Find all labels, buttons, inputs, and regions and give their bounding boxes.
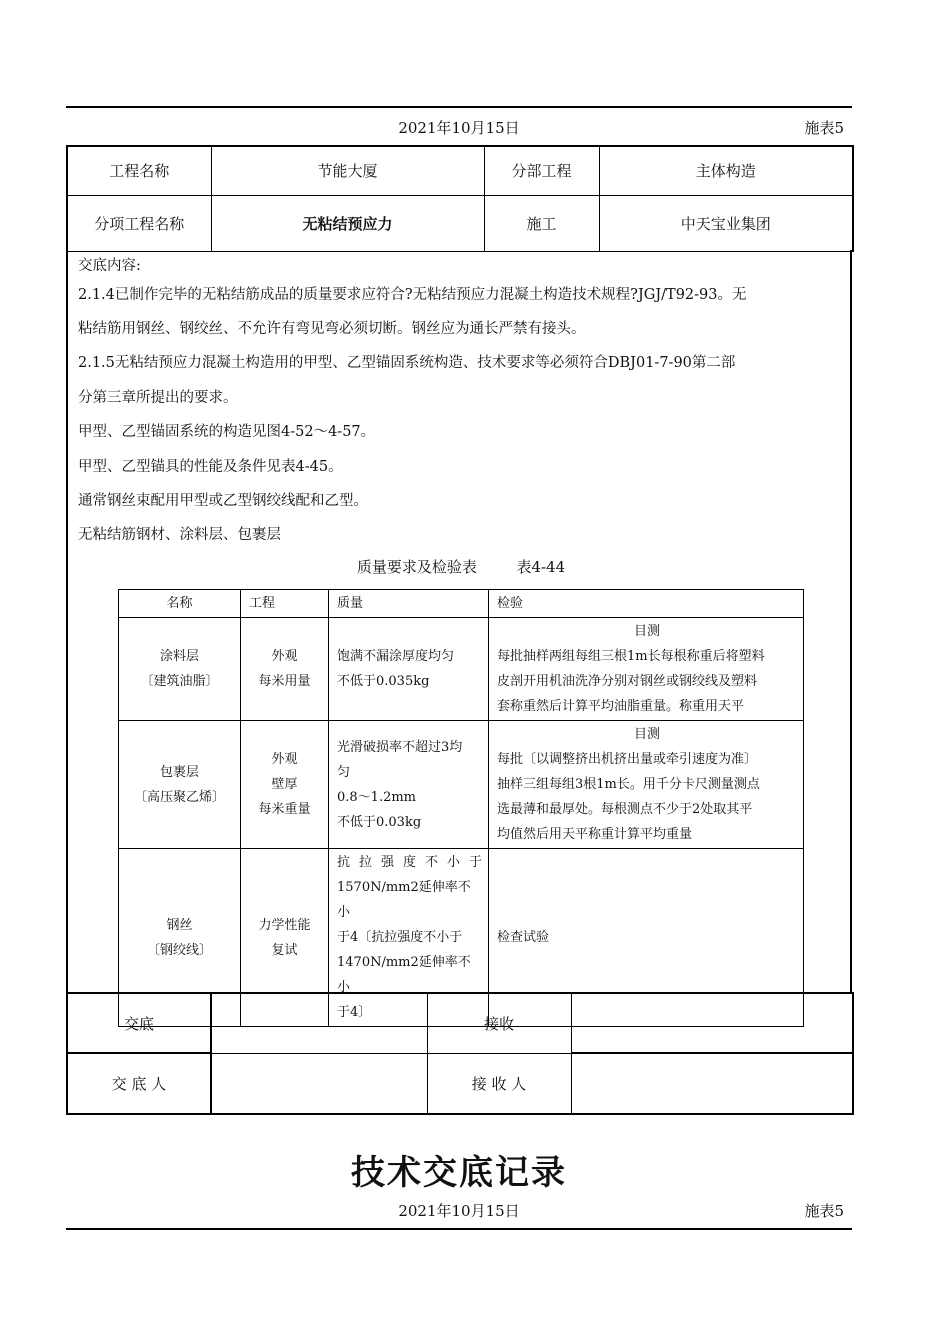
row-name: 包裹层 〔高压聚乙烯〕 [119,721,241,849]
content-box [66,250,852,1020]
row-name: 钢丝 〔钢绞线〕 [119,849,241,1027]
handover-label: 交底 [67,993,211,1053]
table-row [119,721,804,849]
construction-label: 施工 [484,195,599,251]
division-value: 主体构造 [599,146,853,195]
col-header-check: 检验 [489,590,804,618]
row-quality: 饱满不漏涂厚度均匀 不低于0.035kg [329,618,489,721]
project-name-value: 节能大厦 [211,146,484,195]
content-label: 交底内容: [78,258,141,274]
receiver-person-label: 接 收 人 [427,1053,571,1114]
header-date: 2021年10月15日 [398,119,520,137]
content-line: 无粘结筋钢材、涂料层、包裹层 [78,527,281,544]
handover-value [211,993,427,1053]
footer-header-line [66,1200,852,1222]
receiver-person-value [571,1053,853,1114]
bottom-rule [66,1228,852,1230]
content-line: 2.1.5无粘结预应力混凝土构造用的甲型、乙型锚固系统构造、技术要求等必须符合DBJ01-7-90第二部 [78,355,736,372]
table-row [119,618,804,721]
content-line: 粘结筋用钢丝、钢绞丝、不允许有弯见弯必须切断。钢丝应为通长严禁有接头。 [78,321,586,337]
header-form-no: 施表5 [804,119,844,137]
row-quality: 光滑破损率不超过3均 匀 0.8～1.2mm 不低于0.03kg [329,721,489,849]
content-line: 2.1.4已制作完毕的无粘结筋成品的质量要求应符合?无粘结预应力混凝土构造技术规程?JGJ/T92-93。无 [78,287,747,303]
construction-value: 中天宝业集团 [599,195,853,251]
col-header-name: 名称 [119,590,241,618]
content-text [78,254,848,553]
table-caption-number: 表4-44 [516,558,566,576]
row-check: 检查试验 [489,849,804,1027]
content-line: 甲型、乙型锚固系统的构造见图4-52～4-57。 [78,424,376,441]
footer-form-no: 施表5 [804,1202,844,1220]
top-rule [66,106,852,108]
content-line: 分第三章所提出的要求。 [78,389,238,406]
sub-project-value: 无粘结预应力 [211,195,484,251]
col-header-item: 工程 [241,590,329,618]
receive-label: 接收 [427,993,571,1053]
content-line: 通常钢丝束配用甲型或乙型钢绞线配和乙型。 [78,493,368,510]
row-check: 目测 每批〔以调整挤出机挤出量或牵引速度为准〕 抽样三组每组3根1m长。用千分卡尺测量测点 选最薄和最厚处。每根测点不少于2处取其平 均值然后用天平称重计算平均重量 [489,721,804,849]
table-caption-title: 质量要求及检验表 [356,558,477,576]
header-line [66,117,852,139]
receive-value [571,993,853,1053]
division-label: 分部工程 [484,146,599,195]
row-item: 外观 每米用量 [241,618,329,721]
row-name: 涂料层 〔建筑油脂〕 [119,618,241,721]
project-info-table [66,145,854,252]
sub-project-label: 分项工程名称 [67,195,211,251]
content-line: 甲型、乙型锚具的性能及条件见表4-45。 [78,458,343,475]
row-item: 外观 壁厚 每米重量 [241,721,329,849]
project-name-label: 工程名称 [67,146,211,195]
row-check: 目测 每批抽样两组每组三根1m长每根称重后将塑料 皮剖开用机油洗净分别对钢丝或钢绞线及塑料 套称重然后计算平均油脂重量。称重用天平 [489,618,804,721]
table-caption [68,556,854,577]
signature-table [66,992,854,1115]
quality-table [118,589,804,1027]
document-title: 技术交底记录 [351,1153,567,1193]
col-header-quality: 质量 [329,590,489,618]
row-quality: 抗拉强度不小于 1570N/mm2延伸率不小 于4〔抗拉强度不小于 1470N/mm2延伸率不小 于4〕 [329,849,489,1027]
handover-person-value [211,1053,427,1114]
footer-date: 2021年10月15日 [398,1202,520,1220]
handover-person-label: 交 底 人 [67,1053,211,1114]
row-item: 力学性能 复试 [241,849,329,1027]
